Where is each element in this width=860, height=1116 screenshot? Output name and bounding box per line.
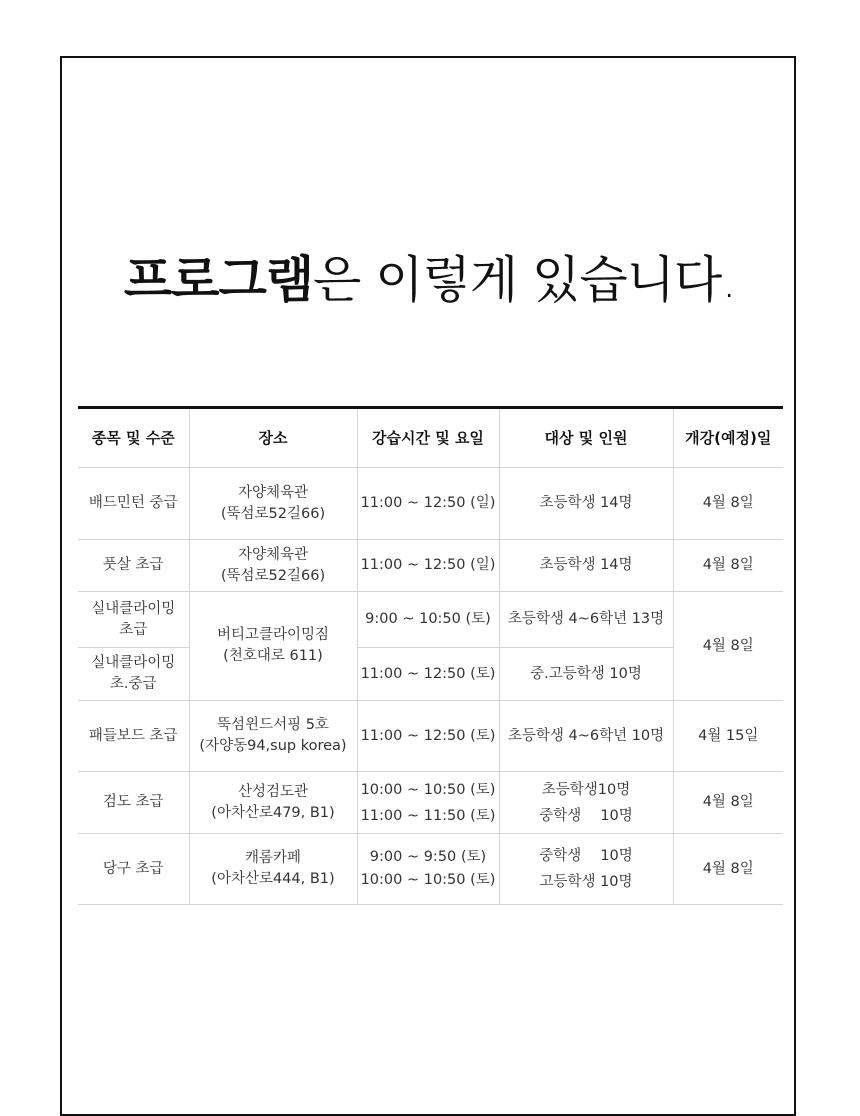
cell-text: 당구 초급	[102, 860, 164, 877]
page-title-rest: 은 이렇게 있습니다.	[313, 251, 737, 309]
cell-text: 고등학생 10명	[539, 874, 633, 890]
cell-text: 11:00 ~ 12:50 (일)	[360, 495, 496, 511]
cell-start-date: 4월 8일	[673, 540, 783, 592]
cell-text: 자양체육관	[237, 484, 309, 501]
table-row	[78, 592, 783, 648]
cell-text: 캐롬카페	[244, 850, 302, 866]
cell-text: 초등학생 4~6학년 10명	[507, 727, 665, 744]
header-target: 대상 및 인원	[499, 408, 673, 468]
header-time: 강습시간 및 요일	[357, 408, 499, 468]
cell-target	[499, 592, 673, 648]
cell-text: 실내클라이밍	[91, 655, 176, 671]
cell-text: 실내클라이밍	[91, 600, 176, 617]
cell-place	[189, 701, 357, 772]
cell-time	[357, 540, 499, 592]
cell-text: 버티고클라이밍짐	[216, 627, 330, 643]
cell-text: 중학생 10명	[539, 807, 633, 824]
cell-text: 패들보드 초급	[88, 727, 178, 744]
cell-place	[189, 834, 357, 905]
cell-sport	[78, 772, 189, 834]
cell-start-date: 4월 8일	[673, 834, 783, 905]
cell-text: 산성검도관	[237, 783, 309, 800]
cell-target	[499, 772, 673, 834]
cell-text: 초.중급	[109, 676, 157, 692]
header-start-date: 개강(예정)일	[673, 408, 783, 468]
cell-time	[357, 834, 499, 905]
cell-sport	[78, 540, 189, 592]
cell-text: 뚝섬윈드서핑 5호	[217, 717, 329, 733]
cell-text: 9:00 ~ 10:50 (토)	[365, 611, 491, 627]
page-title-bold: 프로그램	[123, 251, 314, 309]
cell-text: 10:00 ~ 10:50 (토)	[360, 781, 496, 798]
cell-text: (아차산로479, B1)	[211, 804, 335, 821]
cell-text: (자양동94,sup korea)	[199, 738, 347, 754]
cell-sport	[78, 592, 189, 648]
cell-text: 11:00 ~ 12:50 (토)	[360, 665, 496, 682]
cell-place	[189, 772, 357, 834]
cell-text: (아차산로444, B1)	[211, 871, 335, 887]
cell-text: 초등학생 14명	[539, 495, 633, 511]
cell-text: 초등학생 4~6학년 13명	[507, 611, 665, 627]
cell-text: 풋살 초급	[102, 557, 164, 573]
page-title	[0, 240, 860, 312]
cell-text: 자양체육관	[237, 546, 309, 563]
cell-time	[357, 648, 499, 701]
cell-time	[357, 592, 499, 648]
cell-text: 초등학생 14명	[539, 557, 633, 573]
cell-target	[499, 648, 673, 701]
cell-text: 초급	[119, 621, 148, 638]
cell-text: (뚝섬로52길66)	[220, 505, 326, 522]
cell-target	[499, 701, 673, 772]
cell-start-date: 4월 8일	[673, 592, 783, 701]
table-row	[78, 468, 783, 540]
cell-time	[357, 468, 499, 540]
table-header-row	[78, 408, 783, 468]
cell-start-date: 4월 15일	[673, 701, 783, 772]
cell-text: 11:00 ~ 11:50 (토)	[360, 807, 496, 824]
table-row	[78, 834, 783, 905]
cell-sport	[78, 834, 189, 905]
header-place: 장소	[189, 408, 357, 468]
cell-text: 초등학생10명	[541, 781, 631, 798]
cell-sport	[78, 648, 189, 701]
cell-text: (천호대로 611)	[223, 648, 323, 664]
cell-text: 11:00 ~ 12:50 (일)	[360, 557, 496, 573]
cell-text: 배드민턴 중급	[88, 495, 178, 511]
cell-sport	[78, 468, 189, 540]
cell-text: 중.고등학생 10명	[530, 665, 642, 682]
cell-text: (뚝섬로52길66)	[220, 567, 326, 584]
table-row	[78, 701, 783, 772]
cell-text: 검도 초급	[102, 794, 164, 810]
cell-sport	[78, 701, 189, 772]
table-row	[78, 772, 783, 834]
cell-start-date: 4월 8일	[673, 468, 783, 540]
cell-start-date: 4월 8일	[673, 772, 783, 834]
cell-target	[499, 834, 673, 905]
table-row	[78, 540, 783, 592]
cell-text: 중학생 10명	[539, 848, 633, 864]
cell-time	[357, 701, 499, 772]
cell-place	[189, 540, 357, 592]
cell-place	[189, 468, 357, 540]
cell-place	[189, 592, 357, 701]
cell-time	[357, 772, 499, 834]
cell-text: 9:00 ~ 9:50 (토)	[369, 849, 487, 865]
cell-text: 11:00 ~ 12:50 (토)	[360, 727, 496, 744]
program-schedule-table	[78, 406, 783, 905]
cell-text: 10:00 ~ 10:50 (토)	[360, 872, 496, 888]
cell-target	[499, 540, 673, 592]
cell-target	[499, 468, 673, 540]
header-sport: 종목 및 수준	[78, 408, 189, 468]
